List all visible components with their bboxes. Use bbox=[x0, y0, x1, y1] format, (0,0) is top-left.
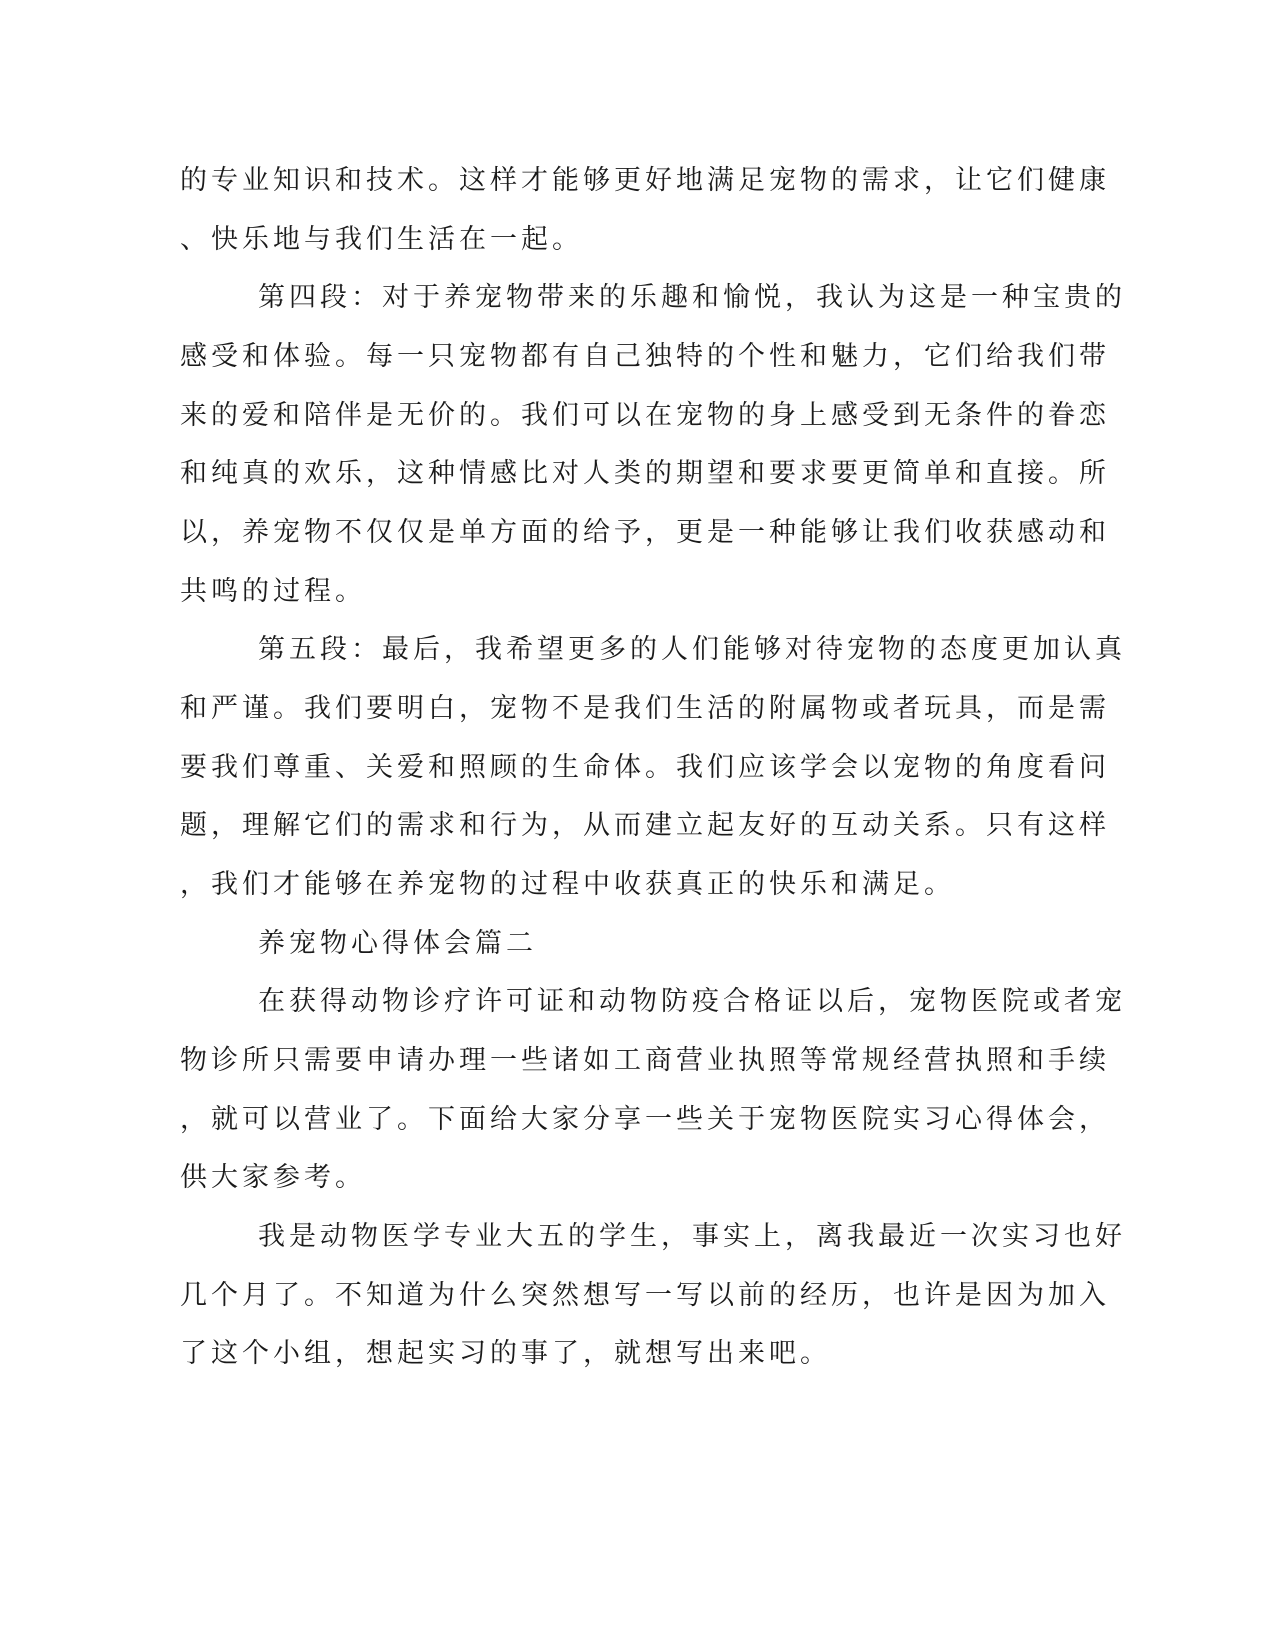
text-line: 了这个小组，想起实习的事了，就想写出来吧。 bbox=[180, 1338, 831, 1369]
text-line: 和纯真的欢乐，这种情感比对人类的期望和要求要更简单和直接。所 bbox=[180, 458, 1110, 489]
text-line: 物诊所只需要申请办理一些诸如工商营业执照等常规经营执照和手续 bbox=[180, 1045, 1110, 1076]
text-line: 共鸣的过程。 bbox=[180, 576, 366, 607]
text-line: ，就可以营业了。下面给大家分享一些关于宠物医院实习心得体会， bbox=[180, 1104, 1110, 1135]
text-line: 几个月了。不知道为什么突然想写一写以前的经历，也许是因为加入 bbox=[180, 1280, 1110, 1311]
text-line: ，我们才能够在养宠物的过程中收获真正的快乐和满足。 bbox=[180, 869, 955, 900]
paragraph-4-start: 第四段：对于养宠物带来的乐趣和愉悦，我认为这是一种宝贵的 bbox=[258, 282, 1126, 313]
paragraph-start: 我是动物医学专业大五的学生，事实上，离我最近一次实习也好 bbox=[258, 1221, 1126, 1252]
section-heading: 养宠物心得体会篇二 bbox=[258, 928, 537, 959]
text-line: 、快乐地与我们生活在一起。 bbox=[180, 224, 583, 255]
paragraph-5-start: 第五段：最后，我希望更多的人们能够对待宠物的态度更加认真 bbox=[258, 634, 1126, 665]
text-line: 供大家参考。 bbox=[180, 1162, 366, 1193]
text-line: 来的爱和陪伴是无价的。我们可以在宠物的身上感受到无条件的眷恋 bbox=[180, 400, 1110, 431]
text-line: 以，养宠物不仅仅是单方面的给予，更是一种能够让我们收获感动和 bbox=[180, 517, 1110, 548]
text-line: 要我们尊重、关爱和照顾的生命体。我们应该学会以宠物的角度看问 bbox=[180, 752, 1110, 783]
text-line: 的专业知识和技术。这样才能够更好地满足宠物的需求，让它们健康 bbox=[180, 165, 1110, 196]
text-line: 和严谨。我们要明白，宠物不是我们生活的附属物或者玩具，而是需 bbox=[180, 693, 1110, 724]
text-line: 题，理解它们的需求和行为，从而建立起友好的互动关系。只有这样 bbox=[180, 810, 1110, 841]
paragraph-start: 在获得动物诊疗许可证和动物防疫合格证以后，宠物医院或者宠 bbox=[258, 986, 1126, 1017]
text-line: 感受和体验。每一只宠物都有自己独特的个性和魅力，它们给我们带 bbox=[180, 341, 1110, 372]
